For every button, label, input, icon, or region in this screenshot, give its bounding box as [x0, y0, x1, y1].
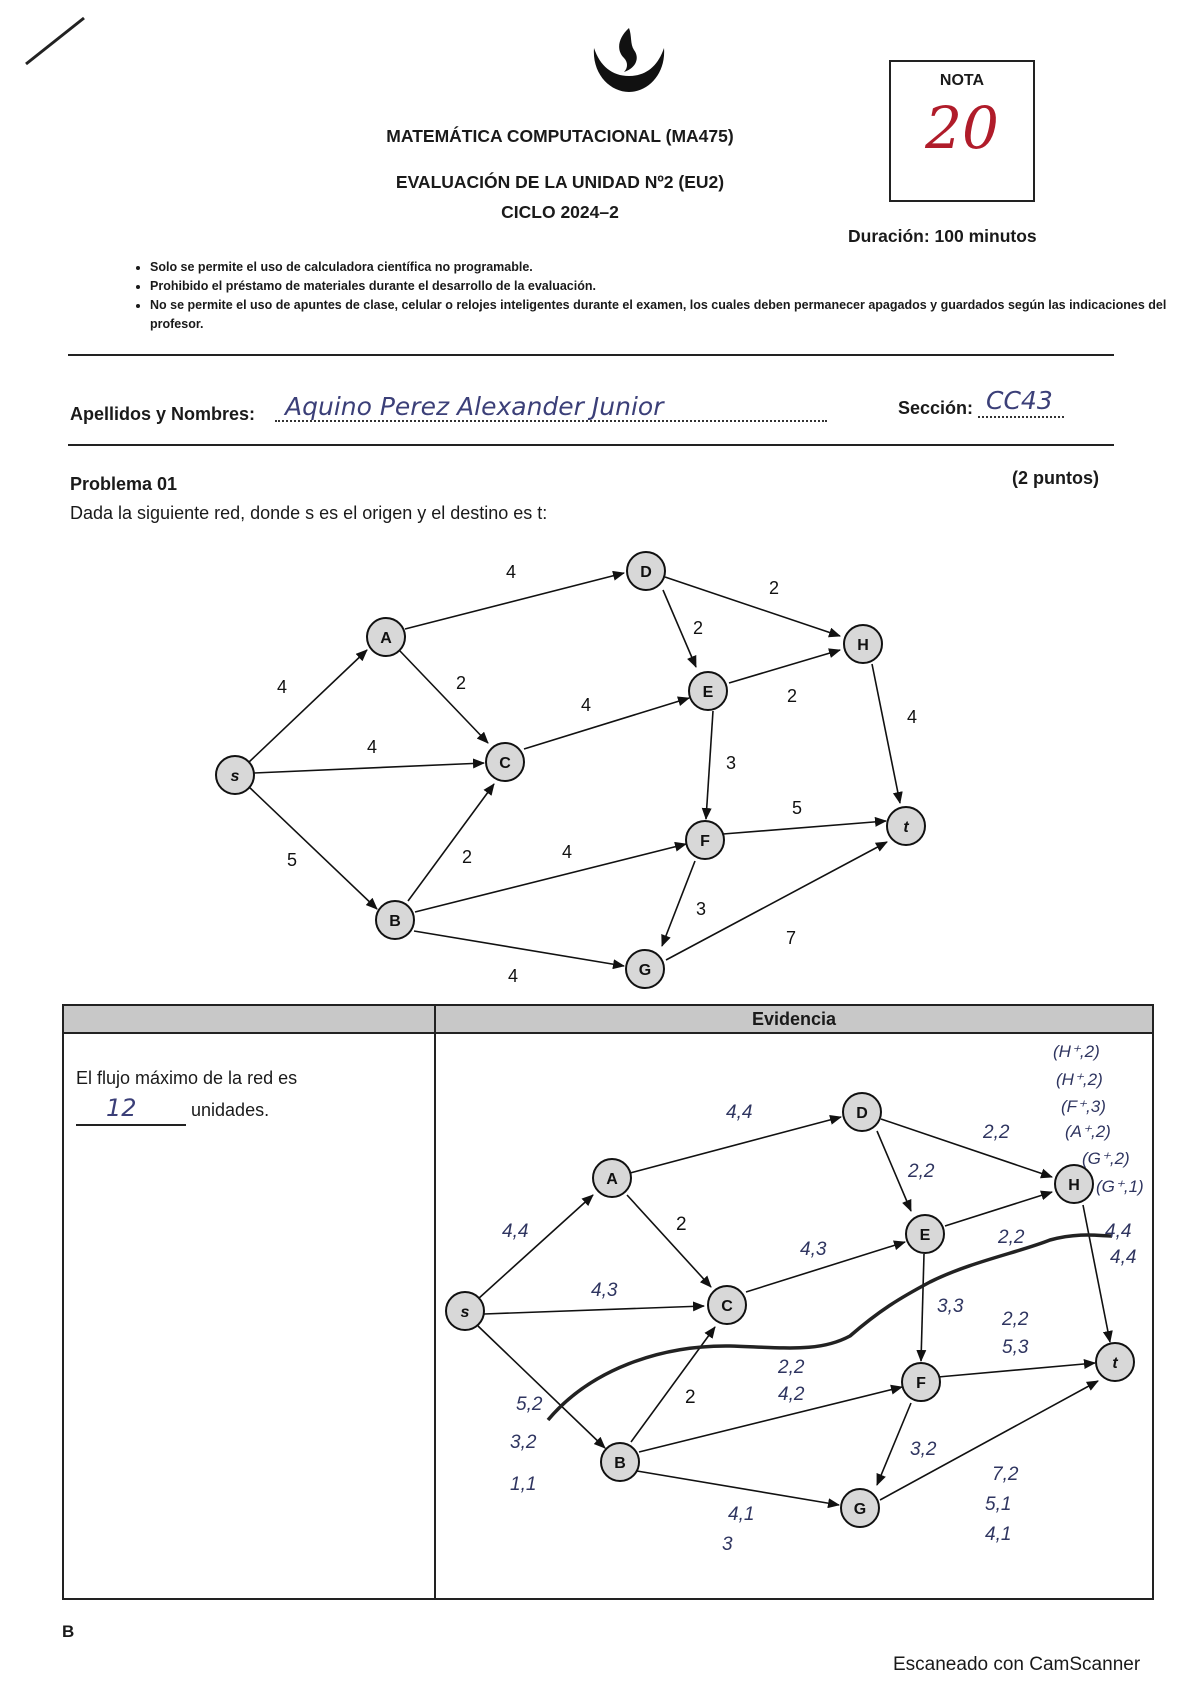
- edge-s-C: [484, 1306, 704, 1314]
- capacity-label: 2: [768, 578, 780, 598]
- capacity-label: 7: [785, 928, 797, 948]
- capacity-label: 4: [580, 695, 592, 715]
- label-note: (G⁺,1): [1096, 1177, 1144, 1196]
- capacity-label: 4: [507, 966, 519, 986]
- evidence-header: Evidencia: [435, 1005, 1153, 1033]
- label-note: (A⁺,2): [1065, 1122, 1111, 1141]
- grade-value: 20: [925, 94, 999, 162]
- edge-B-G: [637, 1471, 839, 1505]
- edge-s-A: [478, 1195, 593, 1299]
- flow-note: 3,3: [937, 1296, 964, 1317]
- answer-prefix: El flujo máximo de la red es: [76, 1068, 298, 1088]
- flow-note: 4,4: [1105, 1221, 1132, 1242]
- grade-label: NOTA: [939, 72, 985, 89]
- flow-note: 2,2: [1002, 1309, 1029, 1330]
- scanner-watermark: Escaneado con CamScanner: [893, 1654, 1141, 1675]
- flow-note: 2,2: [778, 1357, 805, 1378]
- edge-A-C: [627, 1195, 711, 1287]
- node-label: s: [230, 768, 240, 785]
- flow-note: 4,4: [726, 1102, 753, 1123]
- label-note: (H⁺,2): [1053, 1042, 1100, 1061]
- section-value: CC43: [986, 386, 1053, 415]
- flow-note: 1,1: [510, 1474, 537, 1495]
- answer-value: 12: [106, 1094, 137, 1122]
- rule-item: • Solo se permite el uso de calculadora científica no programable.: [150, 258, 1180, 277]
- capacity-label: 2: [692, 618, 704, 638]
- node-label: C: [499, 755, 511, 772]
- evidence-nodes: [446, 1093, 1137, 1527]
- edge-F-t: [938, 1363, 1095, 1377]
- node-label: D: [856, 1105, 868, 1122]
- capacity-label: 5: [286, 850, 298, 870]
- node-label: E: [919, 1227, 931, 1244]
- node-label: H: [1068, 1177, 1080, 1194]
- node-label: s: [460, 1304, 470, 1321]
- capacity-label: 2: [455, 673, 467, 693]
- capacity-label: 3: [695, 899, 707, 919]
- capacity-label: 4: [906, 707, 918, 727]
- rule-item: • Prohibido el préstamo de materiales durante el desarrollo de la evaluación.: [150, 277, 1180, 296]
- label-note: (F⁺,3): [1061, 1097, 1106, 1116]
- capacity-label: 4: [561, 842, 573, 862]
- node-label: F: [916, 1375, 926, 1392]
- edge-E-F: [921, 1254, 924, 1361]
- flow-note: 2,2: [998, 1227, 1025, 1248]
- flow-note: 4,3: [800, 1239, 827, 1260]
- node-label: G: [638, 962, 652, 979]
- node-label: A: [606, 1171, 618, 1188]
- flow-note: 5,1: [985, 1494, 1012, 1515]
- name-value: Aquino Perez Alexander Junior: [285, 392, 664, 421]
- capacity-label: 4: [366, 737, 378, 757]
- label-note: (G⁺,2): [1082, 1149, 1130, 1168]
- duration: Duración: 100 minutos: [848, 226, 1037, 246]
- flow-note: 2,2: [983, 1122, 1010, 1143]
- section-label: Sección:: [898, 398, 974, 418]
- node-label: t: [903, 819, 909, 836]
- flow-note: 4,3: [591, 1280, 618, 1301]
- edge-D-E: [877, 1131, 911, 1211]
- flow-note: 2: [676, 1214, 687, 1235]
- capacity-label: 5: [791, 798, 803, 818]
- capacity-label: 4: [276, 677, 288, 697]
- problem-title: Problema 01: [70, 474, 178, 494]
- flow-note: 2,2: [908, 1161, 935, 1182]
- capacity-label: 2: [786, 686, 798, 706]
- edge-B-C: [631, 1327, 715, 1442]
- rule-item: • No se permite el uso de apuntes de clase, celular o relojes inteligentes durante el examen, los cuales deben permanecer apagados y guardados según las indicaciones del profesor.: [150, 296, 1180, 334]
- capacity-label: 4: [505, 562, 517, 582]
- edge-D-H: [881, 1119, 1052, 1177]
- flow-note: 3,2: [910, 1439, 937, 1460]
- problem-statement: Dada la siguiente red, donde s es el origen y el destino es t:: [70, 503, 548, 523]
- name-label: Apellidos y Nombres:: [70, 404, 256, 424]
- answer-suffix: unidades.: [191, 1100, 270, 1120]
- node-label: D: [640, 564, 652, 581]
- capacity-label: 3: [725, 753, 737, 773]
- flow-note: 5,3: [1002, 1337, 1029, 1358]
- edge-A-D: [630, 1117, 841, 1173]
- node-label: t: [1112, 1355, 1118, 1372]
- node-label: G: [853, 1501, 867, 1518]
- node-label: E: [702, 684, 714, 701]
- page-letter: B: [62, 1622, 75, 1641]
- edge-B-F: [639, 1387, 902, 1452]
- flow-note: 5,2: [516, 1394, 543, 1415]
- flow-note: 3: [722, 1534, 733, 1555]
- flow-note: 4,4: [502, 1221, 529, 1242]
- label-note: (H⁺,2): [1056, 1070, 1103, 1089]
- edge-E-H: [945, 1192, 1052, 1226]
- flow-note: 4,2: [778, 1384, 805, 1405]
- node-label: B: [614, 1455, 626, 1472]
- flow-note: 4,4: [1110, 1247, 1137, 1268]
- problem-points: (2 puntos): [1012, 468, 1099, 488]
- flow-note: 3,2: [510, 1432, 537, 1453]
- node-label: A: [380, 630, 392, 647]
- exam-title: EVALUACIÓN DE LA UNIDAD Nº2 (EU2): [395, 172, 725, 192]
- flow-note: 7,2: [992, 1464, 1019, 1485]
- cycle: CICLO 2024–2: [501, 202, 619, 222]
- capacity-label: 2: [461, 847, 473, 867]
- flow-note: 4,1: [728, 1504, 755, 1525]
- node-label: F: [700, 833, 710, 850]
- course-title: MATEMÁTICA COMPUTACIONAL (MA475): [386, 126, 734, 146]
- edge-F-G: [877, 1403, 911, 1485]
- flow-note: 2: [685, 1387, 696, 1408]
- flow-note: 4,1: [985, 1524, 1012, 1545]
- node-label: C: [721, 1298, 733, 1315]
- node-label: B: [389, 913, 401, 930]
- node-label: H: [857, 637, 869, 654]
